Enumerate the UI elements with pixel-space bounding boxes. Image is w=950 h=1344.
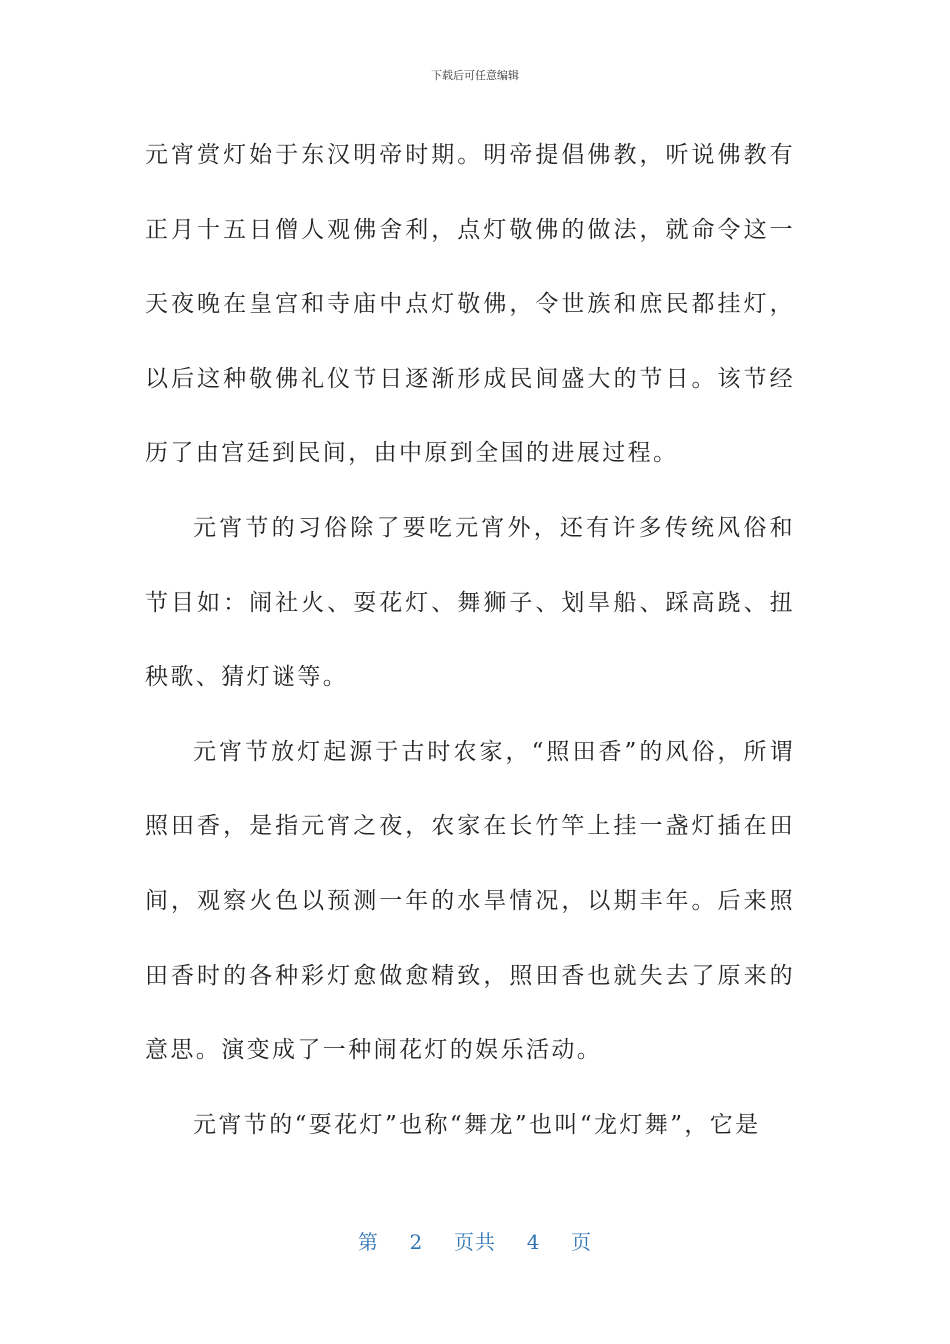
footer-suffix: 页 (571, 1230, 593, 1254)
footer-prefix: 第 (357, 1230, 379, 1254)
paragraph-2: 元宵节的习俗除了要吃元宵外，还有许多传统风俗和节目如：闹社火、耍花灯、舞狮子、划旱船、踩高跷、扭秧歌、猜灯谜等。 (145, 514, 795, 691)
header-note: 下载后可任意编辑 (431, 69, 519, 82)
paragraph-1: 元宵赏灯始于东汉明帝时期。明帝提倡佛教，听说佛教有正月十五日僧人观佛舍利，点灯敬佛的做法，就命令这一天夜晚在皇宫和寺庙中点灯敬佛，令世族和庶民都挂灯，以后这种敬佛礼仪节日逐渐形成民间盛大的节日。该节经历了由宫廷到民间，由中原到全国的进展过程。 (145, 142, 795, 467)
body-text (145, 118, 795, 1162)
paragraph-3: 元宵节放灯起源于古时农家，“照田香”的风俗，所谓照田香，是指元宵之夜，农家在长竹竿上挂一盏灯插在田间，观察火色以预测一年的水旱情况，以期丰年。后来照田香时的各种彩灯愈做愈精致，照田香也就失去了原来的意思。演变成了一种闹花灯的娱乐活动。 (145, 738, 795, 1064)
page-footer (0, 1226, 950, 1255)
paragraph-4: 元宵节的“耍花灯”也称“舞龙”也叫“龙灯舞”，它是 (193, 1111, 761, 1138)
footer-middle: 页共 (454, 1230, 496, 1254)
footer-total-pages: 4 (526, 1230, 541, 1254)
footer-page-number: 2 (409, 1230, 424, 1254)
